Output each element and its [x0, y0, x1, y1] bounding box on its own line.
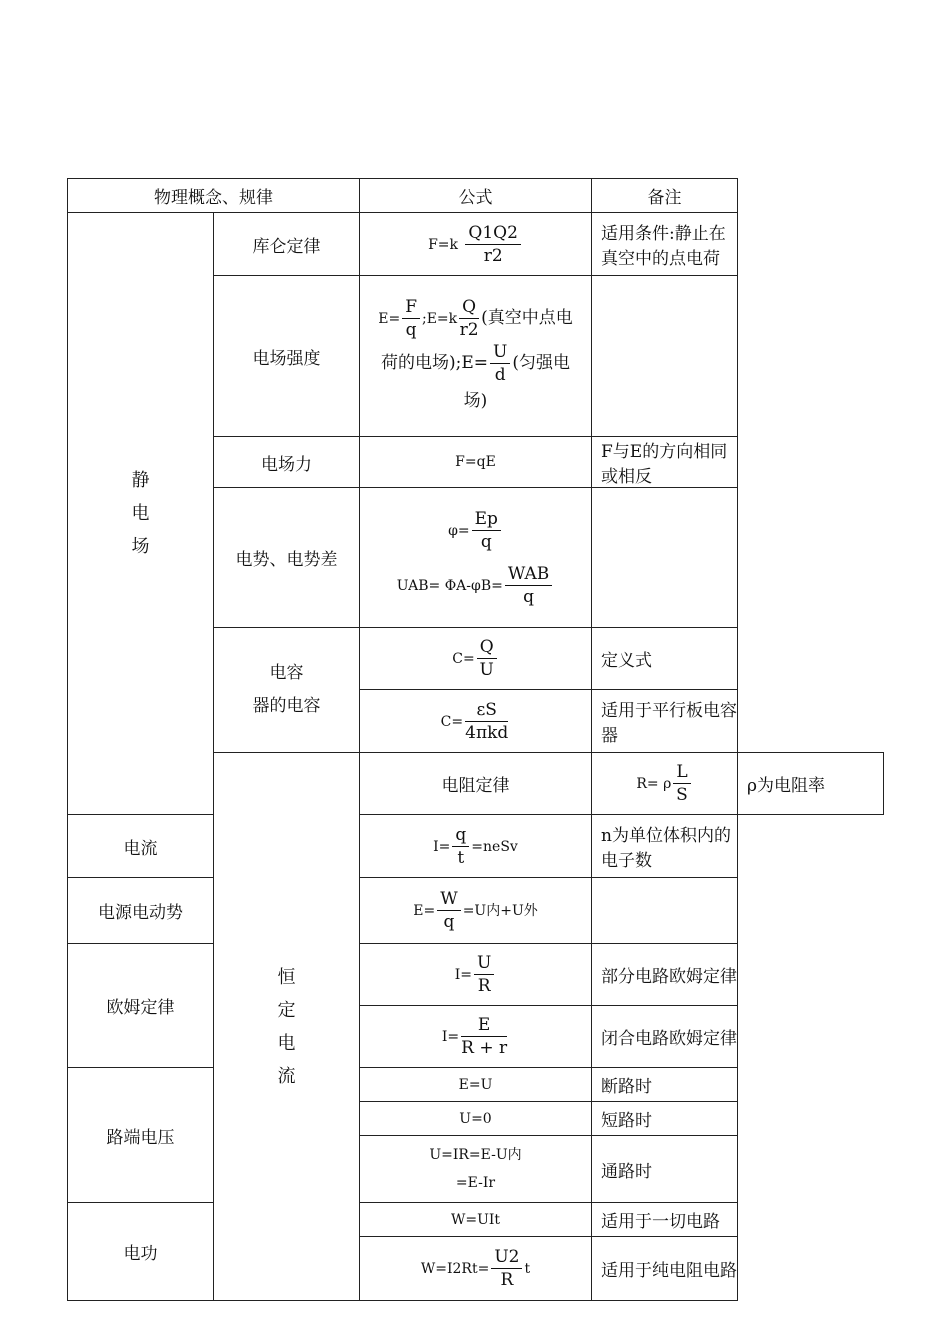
denominator: d — [494, 365, 506, 385]
concept-name — [214, 628, 360, 753]
numerator: Q — [459, 296, 479, 319]
numerator: E — [461, 1014, 507, 1037]
formula-cell: U=0 — [360, 1102, 592, 1136]
concept-name-line: 器的电容 — [252, 696, 321, 716]
denominator: q — [480, 531, 492, 552]
table-row — [68, 213, 884, 276]
formula-text: C= — [440, 713, 464, 730]
formula-text: F=k — [428, 236, 458, 253]
fraction — [465, 699, 508, 744]
note-cell — [592, 488, 738, 628]
note-cell: 短路时 — [592, 1102, 738, 1136]
note-cell: 通路时 — [592, 1136, 738, 1203]
denominator: t — [457, 847, 465, 868]
table-row — [68, 944, 884, 1006]
denominator: r2 — [483, 245, 503, 266]
formula-cell — [360, 690, 592, 753]
formula-cell — [360, 815, 592, 878]
denominator: r2 — [459, 320, 479, 340]
fraction — [673, 761, 690, 806]
fraction — [472, 508, 501, 553]
fraction — [465, 222, 521, 267]
denominator: S — [676, 785, 688, 805]
note-cell: 适用于平行板电容器 — [592, 690, 738, 753]
fraction — [474, 952, 494, 997]
note-cell — [592, 878, 738, 944]
category-label: 恒定电流 — [277, 966, 296, 1087]
formula-cell: F=qE — [360, 437, 592, 488]
numerator: q — [452, 824, 469, 847]
formula-text: (真空中点电 — [481, 308, 573, 328]
header-note: 备注 — [592, 179, 738, 213]
note-cell: 定义式 — [592, 628, 738, 690]
numerator: Ep — [472, 508, 501, 531]
numerator: Q — [477, 636, 497, 659]
numerator: εS — [465, 699, 508, 722]
formula-cell — [360, 1237, 592, 1301]
note-cell: F与E的方向相同或相反 — [592, 437, 738, 488]
concept-name: 电势、电势差 — [214, 488, 360, 628]
formula-text: ;E=k — [422, 311, 458, 327]
concept-name: 电场力 — [214, 437, 360, 488]
formula-cell — [360, 276, 592, 437]
formula-cell — [360, 1136, 592, 1203]
formula-cell — [360, 1006, 592, 1068]
formula-text: φ= — [448, 522, 470, 539]
formula-text: t — [524, 1261, 531, 1277]
formula-text: I= — [433, 838, 451, 855]
note-cell: 断路时 — [592, 1068, 738, 1102]
formula-text: C= — [452, 651, 475, 667]
fraction — [491, 1246, 522, 1291]
formula-cell — [360, 878, 592, 944]
numerator: WAB — [505, 563, 552, 586]
table-row — [68, 878, 884, 944]
numerator: U — [474, 952, 494, 975]
concept-name: 路端电压 — [68, 1068, 214, 1203]
fraction — [505, 563, 552, 608]
formula-text: I= — [441, 1029, 460, 1045]
formula-text: E= — [378, 311, 401, 327]
category-current — [214, 753, 360, 1301]
fraction — [437, 888, 460, 933]
concept-name: 电阻定律 — [360, 753, 592, 815]
note-cell: ρ为电阻率 — [738, 753, 884, 815]
table-row — [68, 1068, 884, 1102]
numerator: F — [402, 296, 420, 319]
formula-text: U=IR=E-U内 — [429, 1147, 522, 1163]
table-row — [68, 815, 884, 878]
header-formula: 公式 — [360, 179, 592, 213]
denominator: R — [500, 1270, 514, 1290]
category-electrostatic — [68, 213, 214, 815]
physics-formula-table — [67, 178, 884, 1301]
note-cell: 闭合电路欧姆定律 — [592, 1006, 738, 1068]
formula-text: E= — [413, 903, 436, 919]
formula-cell: W=UIt — [360, 1203, 592, 1237]
formula-text: 场) — [463, 391, 488, 411]
table-row — [68, 1203, 884, 1237]
formula-text: 荷的电场);E= — [381, 353, 489, 373]
formula-text: W=I2Rt= — [420, 1261, 490, 1277]
formula-text: =E-Ir — [455, 1175, 496, 1191]
header-concept: 物理概念、规律 — [68, 179, 360, 213]
formula-text: =U内+U外 — [462, 903, 538, 919]
note-cell: n为单位体积内的电子数 — [592, 815, 738, 878]
denominator: R — [477, 976, 491, 996]
note-cell: 适用条件:静止在真空中的点电荷 — [592, 213, 738, 276]
formula-text: UAB= ΦA-φB= — [396, 577, 503, 594]
concept-name: 电流 — [68, 815, 214, 878]
formula-cell: E=U — [360, 1068, 592, 1102]
concept-name: 电源电动势 — [68, 878, 214, 944]
formula-text: =neSv — [471, 838, 518, 855]
numerator: L — [673, 761, 690, 784]
formula-text: I= — [454, 967, 472, 983]
formula-cell — [360, 488, 592, 628]
denominator: q — [405, 320, 417, 340]
formula-cell — [360, 944, 592, 1006]
note-cell — [592, 276, 738, 437]
denominator: q — [443, 912, 455, 932]
numerator: U2 — [491, 1246, 522, 1269]
formula-cell — [592, 753, 738, 815]
note-cell: 适用于纯电阻电路 — [592, 1237, 738, 1301]
concept-name: 电场强度 — [214, 276, 360, 437]
formula-cell — [360, 213, 592, 276]
concept-name: 电功 — [68, 1203, 214, 1301]
denominator: U — [479, 660, 494, 680]
formula-text: (匀强电 — [512, 353, 570, 373]
fraction — [402, 296, 420, 341]
numerator: Q1Q2 — [465, 222, 521, 245]
numerator: W — [437, 888, 460, 911]
denominator: q — [523, 586, 534, 607]
formula-text: R= ρ — [636, 776, 672, 792]
concept-name: 欧姆定律 — [68, 944, 214, 1068]
numerator: U — [490, 341, 510, 364]
denominator: 4πkd — [465, 722, 509, 743]
fraction — [490, 341, 510, 386]
note-cell: 适用于一切电路 — [592, 1203, 738, 1237]
category-label: 静电场 — [131, 470, 150, 557]
formula-cell — [360, 628, 592, 690]
table-header-row — [68, 179, 884, 213]
concept-name-line: 电容 — [269, 663, 304, 683]
concept-name: 库仑定律 — [214, 213, 360, 276]
fraction — [477, 636, 497, 681]
fraction — [459, 296, 479, 341]
denominator: R + r — [461, 1038, 508, 1058]
fraction — [452, 824, 469, 869]
fraction — [461, 1014, 507, 1059]
note-cell: 部分电路欧姆定律 — [592, 944, 738, 1006]
